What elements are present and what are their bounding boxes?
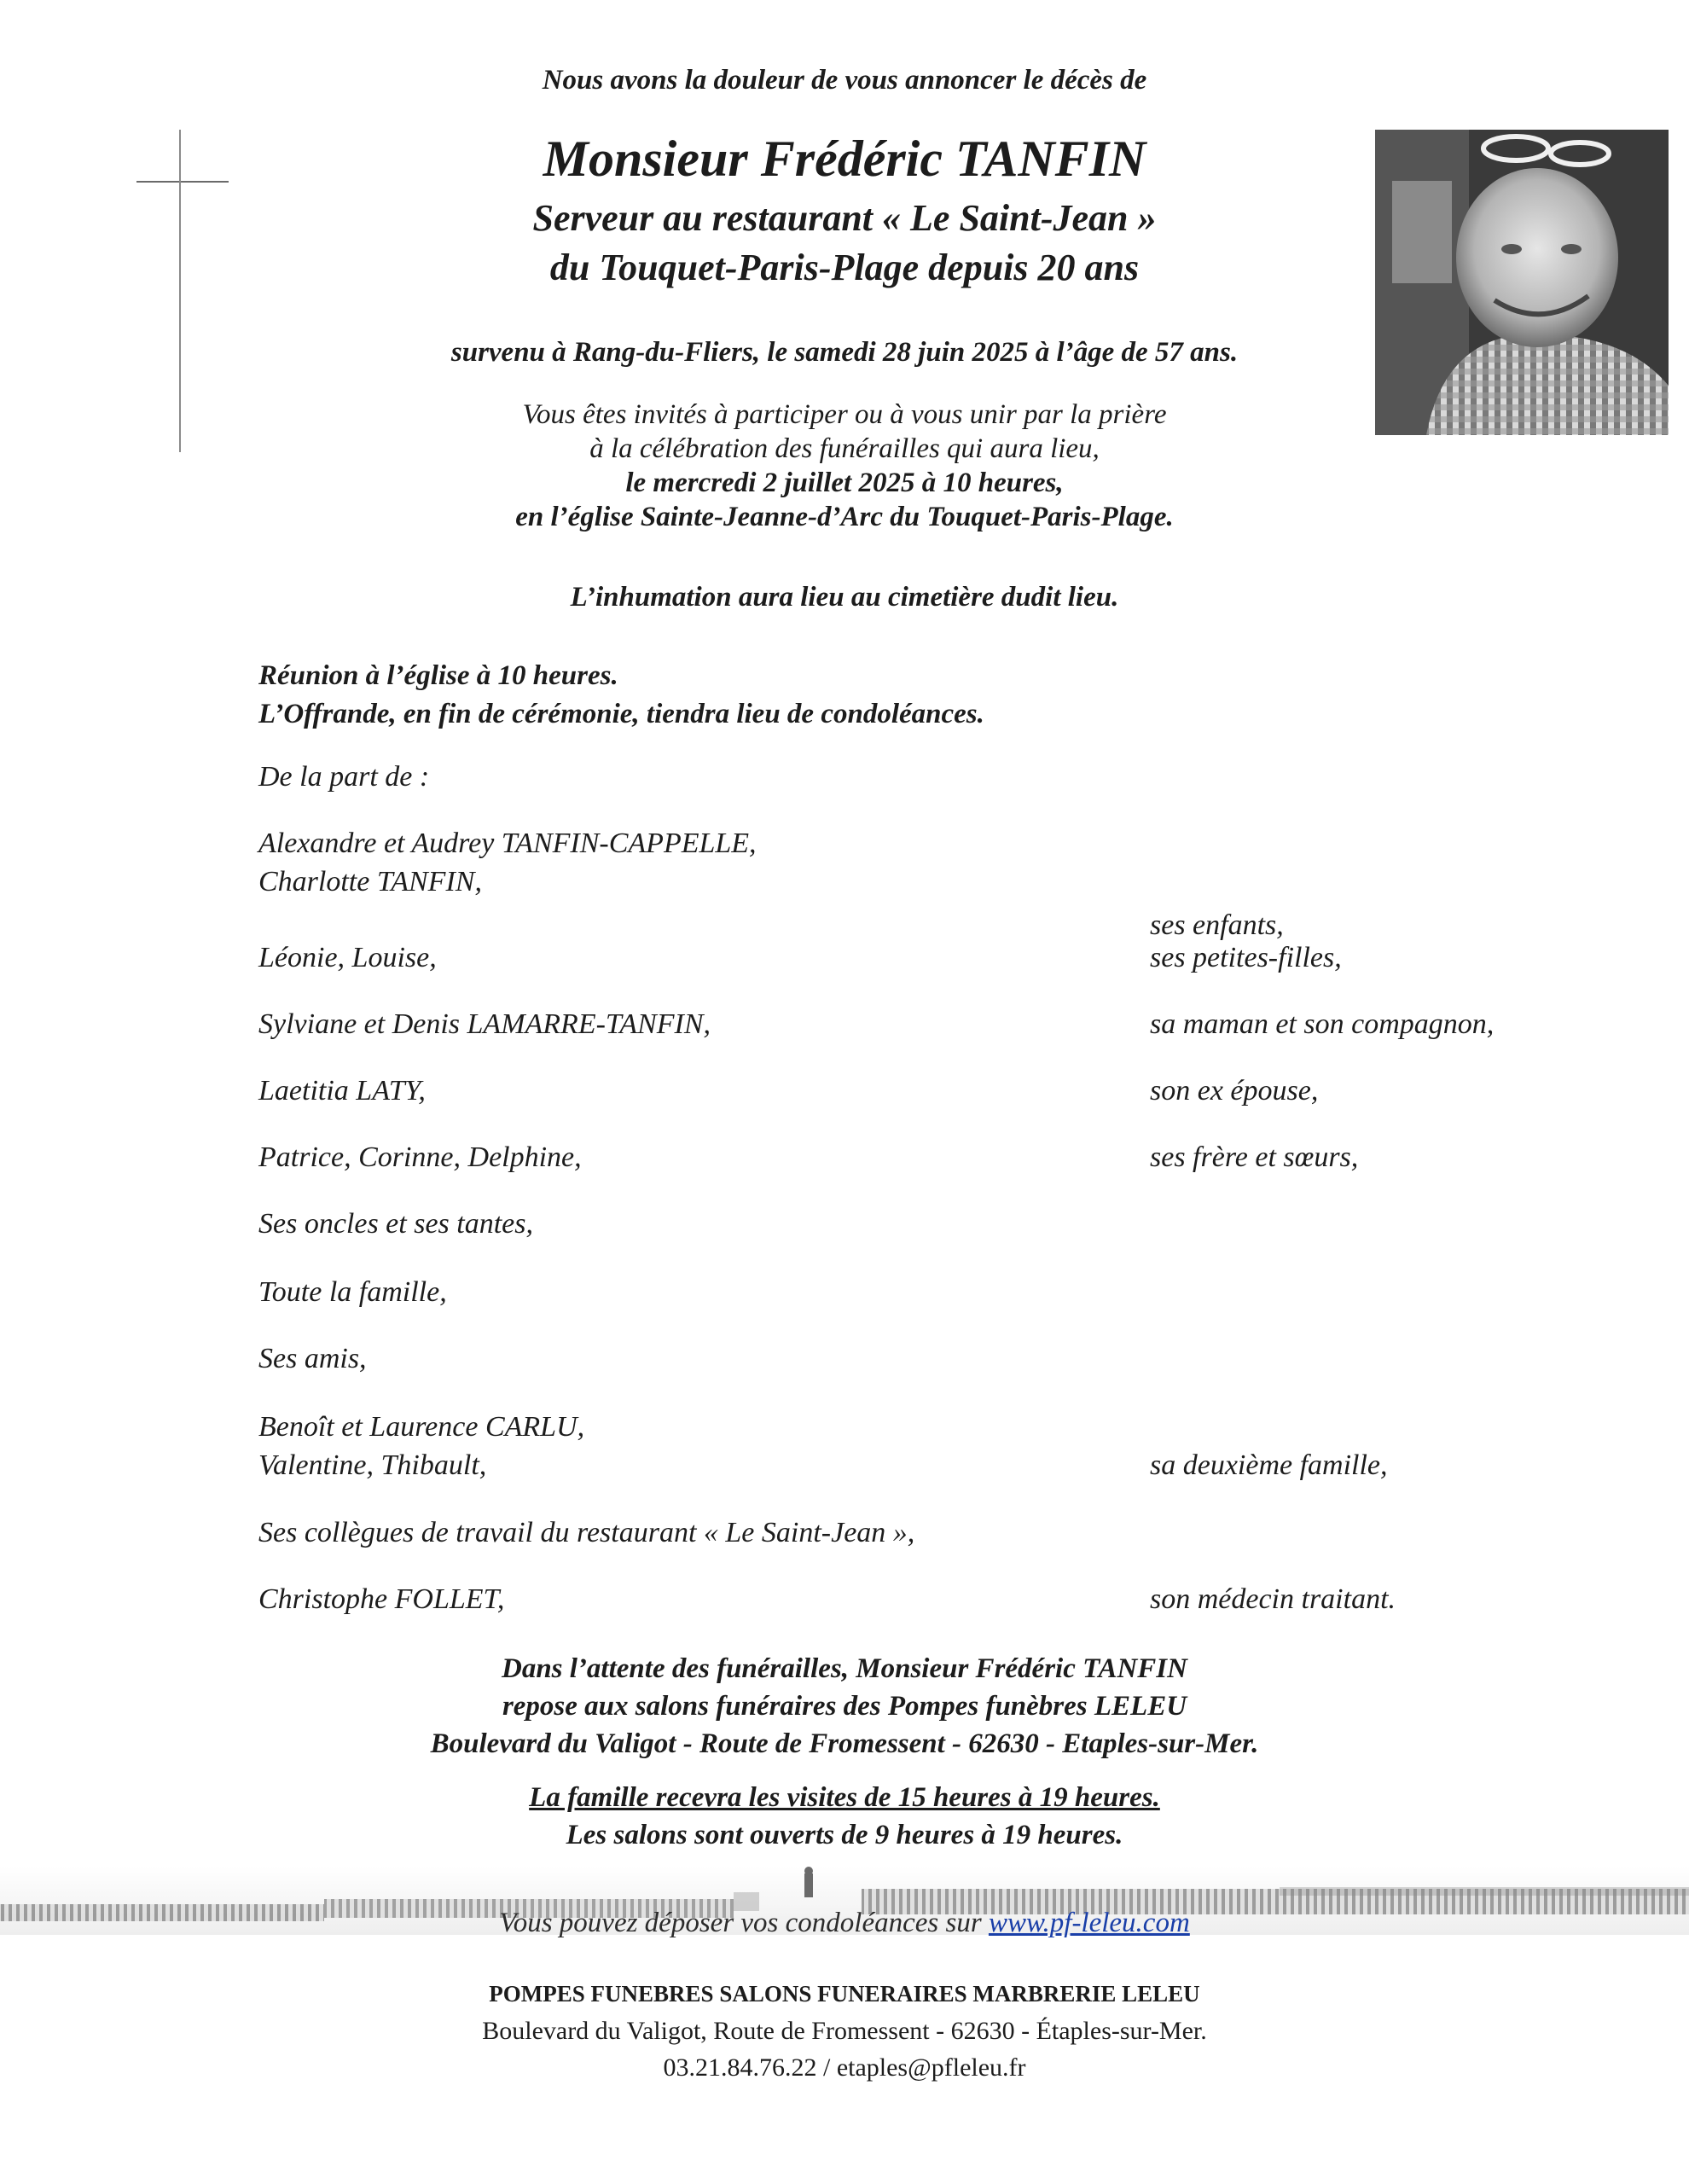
family-names-7: Ses amis,	[258, 1343, 367, 1374]
reunion-block	[258, 657, 984, 734]
visits-block	[0, 1779, 1689, 1854]
portrait-photo	[1375, 130, 1669, 435]
burial-notice: L’inhumation aura lieu au cimetière dudit lieu.	[570, 582, 1119, 613]
job-line-1: Serveur au restaurant « Le Saint-Jean »	[532, 197, 1157, 239]
family-names-8-line-2: Valentine, Thibault,	[258, 1449, 487, 1481]
family-names-8-line-1: Benoît et Laurence CARLU,	[258, 1411, 585, 1443]
family-names-4: Patrice, Corinne, Delphine,	[258, 1141, 582, 1173]
family-names-5: Ses oncles et ses tantes,	[258, 1208, 533, 1240]
invitation-line-2: à la célébration des funérailles qui aura lieu,	[589, 433, 1100, 464]
footer-contact: 03.21.84.76.22 / etaples@pfleleu.fr	[663, 2053, 1026, 2082]
footer-address: Boulevard du Valigot, Route de Fromessent - 62630 - Étaples-sur-Mer.	[482, 2017, 1207, 2045]
family-names-8	[258, 1408, 584, 1484]
footer-company: POMPES FUNEBRES SALONS FUNERAIRES MARBRERIE LELEU	[489, 1981, 1200, 2007]
visits-line-1: La famille recevra les visites de 15 heures à 19 heures.	[529, 1782, 1160, 1813]
deceased-name: Monsieur Frédéric TANFIN	[543, 131, 1146, 187]
family-relation-10: son médecin traitant.	[1150, 1583, 1396, 1615]
visits-line-2: Les salons sont ouverts de 9 heures à 19 heures.	[566, 1820, 1123, 1850]
family-names-9: Ses collègues de travail du restaurant « Le Saint-Jean »,	[258, 1517, 915, 1548]
family-names-0	[258, 824, 757, 901]
footer-block	[0, 1976, 1689, 2086]
family-names-3: Laetitia LATY,	[258, 1075, 426, 1107]
condolences-text: Vous pouvez déposer vos condoléances sur	[499, 1908, 989, 1938]
job-line-2: du Touquet-Paris-Plage depuis 20 ans	[549, 247, 1140, 288]
family-relation-4: ses frère et sœurs,	[1150, 1141, 1359, 1173]
family-names-1: Léonie, Louise,	[258, 942, 437, 973]
condolences-line	[0, 1908, 1689, 1939]
death-details: survenu à Rang-du-Fliers, le samedi 28 juin 2025 à l’âge de 57 ans.	[450, 337, 1239, 368]
invitation-line-4: en l’église Sainte-Jeanne-d’Arc du Touquet-Paris-Plage.	[515, 502, 1174, 532]
family-relation-0: ses enfants,	[1150, 909, 1284, 941]
invitation-line-3: le mercredi 2 juillet 2025 à 10 heures,	[625, 468, 1064, 498]
repose-line-3: Boulevard du Valigot - Route de Fromessent - 62630 - Etaples-sur-Mer.	[430, 1728, 1259, 1759]
family-relation-1: ses petites-filles,	[1150, 942, 1342, 973]
family-names-2: Sylviane et Denis LAMARRE-TANFIN,	[258, 1008, 711, 1040]
family-relation-3: son ex épouse,	[1150, 1075, 1319, 1107]
condolences-website-link[interactable]: www.pf-leleu.com	[988, 1908, 1190, 1938]
family-intro: De la part de :	[258, 761, 430, 793]
announcement-intro: Nous avons la douleur de vous annoncer le décès de	[542, 65, 1147, 96]
family-names-10: Christophe FOLLET,	[258, 1583, 505, 1615]
family-names-0-line-2: Charlotte TANFIN,	[258, 866, 482, 897]
reunion-line-2: L’Offrande, en fin de cérémonie, tiendra lieu de condoléances.	[258, 699, 984, 729]
family-relation-2: sa maman et son compagnon,	[1150, 1008, 1495, 1040]
family-names-6: Toute la famille,	[258, 1276, 447, 1308]
repose-line-2: repose aux salons funéraires des Pompes funèbres LELEU	[502, 1691, 1187, 1722]
reunion-line-1: Réunion à l’église à 10 heures.	[258, 660, 618, 691]
repose-block	[0, 1650, 1689, 1763]
family-names-0-line-1: Alexandre et Audrey TANFIN-CAPPELLE,	[258, 828, 757, 859]
family-relation-8: sa deuxième famille,	[1150, 1449, 1388, 1481]
portrait-photo-image	[1375, 130, 1669, 435]
repose-line-1: Dans l’attente des funérailles, Monsieur Frédéric TANFIN	[502, 1653, 1187, 1684]
invitation-line-1: Vous êtes invités à participer ou à vous unir par la prière	[522, 399, 1167, 430]
